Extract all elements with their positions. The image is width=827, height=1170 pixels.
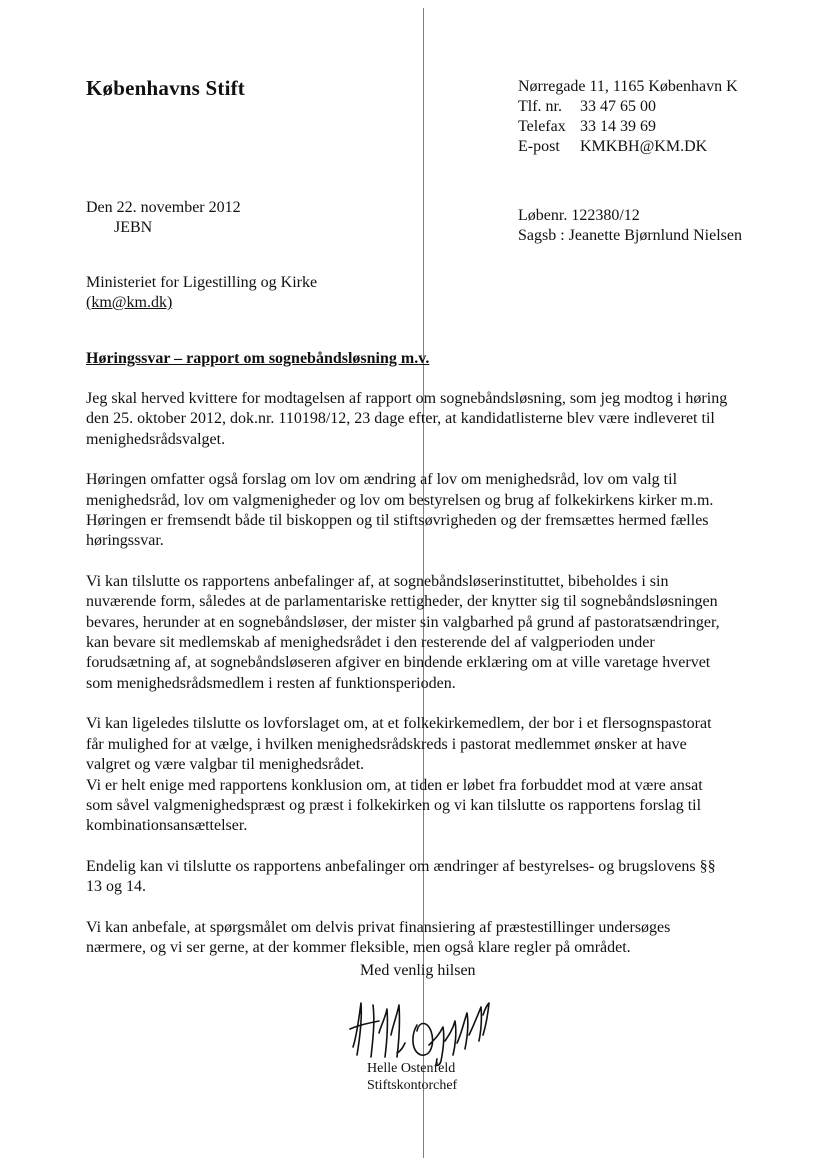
body-line: høringssvar.: [86, 532, 164, 550]
recipient-email: (km@km.dk): [86, 294, 173, 311]
body-line: valgret og være valgbar til menighedsrådet.: [86, 756, 365, 774]
signer-block: [367, 1060, 457, 1094]
email-label: E-post: [518, 138, 560, 155]
recipient-name: Ministeriet for Ligestilling og Kirke: [86, 274, 318, 291]
body-line: som menighedsrådsmedlem i resten af funktionsperioden.: [86, 674, 456, 692]
body-line: Høringen omfatter også forslag om lov om ændring af lov om menighedsråd, lov om valg til: [86, 471, 678, 489]
paragraph-4: [86, 714, 766, 775]
body-line: menighedsrådsvalget.: [86, 430, 226, 448]
body-line: Vi kan ligeledes tilslutte os lovforslaget om, at et folkekirkemedlem, der bor i et flersognspastorat: [86, 715, 712, 733]
author-initials: JEBN: [114, 219, 153, 236]
phone-label: Tlf. nr.: [518, 98, 562, 115]
body-line: den 25. oktober 2012, dok.nr. 110198/12, 23 dage efter, at kandidatlisterne blev være indleveret til: [86, 410, 715, 428]
fax-row: [518, 117, 738, 137]
recipient-block: [86, 273, 317, 313]
body-line: Jeg skal herved kvittere for modtagelsen af rapport om sognebåndsløsning, som jeg modtog i høring: [86, 390, 728, 407]
paragraph-7: [86, 918, 766, 959]
body-line: Endelig kan vi tilslutte os rapportens anbefalinger om ændringer af bestyrelses- og brugslovens §§: [86, 857, 716, 875]
fax-label: Telefax: [518, 118, 566, 135]
handwritten-signature: [345, 995, 495, 1070]
body-line: menighedsråd, lov om valgmenigheder og lov om bestyrelsen og brug af folkekirkens kirker m.m.: [86, 491, 714, 509]
signer-name: Helle Ostenfeld: [367, 1061, 456, 1076]
paragraph-6: [86, 857, 766, 898]
body-line: kombinationsansættelser.: [86, 817, 248, 835]
phone-row: [518, 97, 738, 117]
body-line: nærmere, og vi ser gerne, at der kommer fleksible, men også klare regler på området.: [86, 938, 631, 956]
closing-salutation: Med venlig hilsen: [360, 962, 476, 979]
email-address: KMKBH@KM.DK: [580, 138, 708, 155]
journal-number: Løbenr. 122380/12: [518, 207, 640, 224]
body-line: Vi kan tilslutte os rapportens anbefalinger af, at sognebåndsløserinstituttet, bibeholdes i sin: [86, 572, 669, 590]
body-line: får mulighed for at vælge, i hvilken menighedsrådskreds i pastorat medlemmet ønsker at have: [86, 735, 687, 753]
subject-line: Høringssvar – rapport om sognebåndsløsning m.v.: [86, 350, 430, 367]
body-line: 13 og 14.: [86, 878, 146, 896]
paragraph-5: [86, 776, 766, 837]
body-line: Vi er helt enige med rapportens konklusion om, at tiden er løbet fra forbuddet mod at være ansat: [86, 776, 703, 794]
body-line: Høringen er fremsendt både til biskoppen og til stiftsøvrigheden og der fremsættes hermed fælles: [86, 512, 709, 530]
letter-date: Den 22. november 2012: [86, 199, 241, 216]
body-line: nuværende form, således at de parlamentariske rettigheder, der knytter sig til sognebåndsløsningen: [86, 593, 718, 611]
address: Nørregade 11, 1165 København K: [518, 78, 738, 95]
reference-block: [518, 206, 742, 246]
paragraph-2: [86, 470, 766, 552]
date-block: [86, 198, 241, 238]
signer-title: Stiftskontorchef: [367, 1078, 458, 1093]
body-line: Vi kan anbefale, at spørgsmålet om delvis privat finansiering af præstestillinger undersøges: [86, 918, 671, 936]
body-line: forudsætning af, at sognebåndsløseren afgiver en bindende erklæring om at ville varetage hvervet: [86, 654, 711, 672]
paragraph-3: [86, 572, 766, 694]
contact-block: [518, 77, 738, 157]
body-line: kan bevare sit medlemskab af menighedsrådet i den resterende del af valgperioden under: [86, 634, 655, 652]
fax-number: 33 14 39 69: [580, 118, 656, 135]
body-line: som såvel valgmenighedspræst og præst i folkekirken og vi kan tilslutte os rapportens forslag til: [86, 796, 702, 814]
organization-name: Københavns Stift: [86, 76, 245, 100]
email-row: [518, 137, 738, 157]
phone-number: 33 47 65 00: [580, 98, 656, 115]
case-handler: Sagsb : Jeanette Bjørnlund Nielsen: [518, 227, 742, 244]
paragraph-1: [86, 389, 766, 450]
letter-body: [86, 389, 766, 978]
body-line: bevares, herunder at en sognebåndsløser, der mister sin valgbarhed på grund af pastoratsændringer,: [86, 613, 720, 631]
